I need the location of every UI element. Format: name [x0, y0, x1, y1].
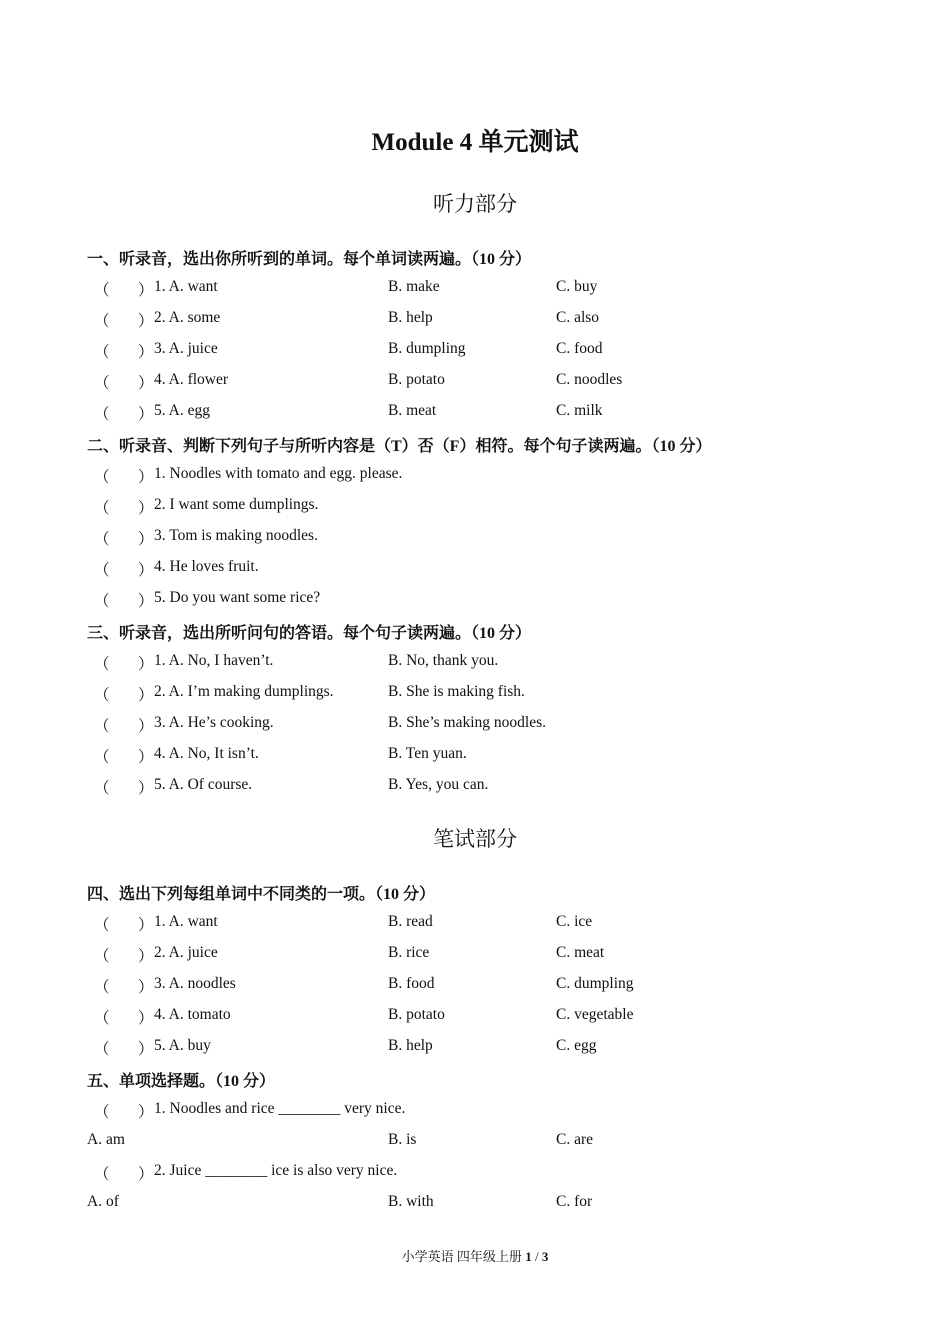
question-row — [0, 1037, 950, 1061]
options-row — [0, 1131, 950, 1155]
question-row — [0, 975, 950, 999]
answer-paren-left: （ — [94, 282, 110, 299]
question-row — [0, 776, 950, 800]
page-number: 1 — [525, 1249, 532, 1264]
question-row — [0, 465, 950, 489]
option-c: C. noodles — [556, 371, 623, 388]
option-b: B. food — [388, 975, 435, 992]
option-b: B. potato — [388, 1006, 445, 1023]
question-text: 2. A. juice — [154, 944, 218, 961]
question-text: 1. A. want — [154, 278, 218, 295]
answer-paren-left: （ — [94, 749, 110, 766]
answer-paren-left: （ — [94, 313, 110, 330]
option-b: B. help — [388, 1037, 433, 1054]
answer-paren-left: （ — [94, 780, 110, 797]
answer-paren-right: ） — [138, 1010, 154, 1027]
option-a: A. of — [87, 1193, 119, 1210]
question-text: 3. Tom is making noodles. — [154, 527, 318, 544]
option-b: B. meat — [388, 402, 437, 419]
option-c: C. also — [556, 309, 600, 326]
question-row — [0, 652, 950, 676]
section-heading: 五、单项选择题。（10 分） — [87, 1073, 276, 1090]
option-b: B. Ten yuan. — [388, 745, 467, 762]
question-text: 5. A. Of course. — [154, 776, 253, 793]
question-text: 5. Do you want some rice? — [154, 589, 321, 606]
question-row — [0, 496, 950, 520]
answer-paren-right: ） — [138, 282, 154, 299]
question-row — [0, 589, 950, 613]
option-b: B. make — [388, 278, 440, 295]
option-b: B. She’s making noodles. — [388, 714, 547, 731]
option-c: C. milk — [556, 402, 603, 419]
option-c: C. meat — [556, 944, 605, 961]
question-row — [0, 1100, 950, 1124]
question-text: 3. A. He’s cooking. — [154, 714, 274, 731]
answer-paren-left: （ — [94, 1104, 110, 1121]
question-text: 2. A. some — [154, 309, 221, 326]
answer-paren-left: （ — [94, 1041, 110, 1058]
answer-paren-left: （ — [94, 917, 110, 934]
answer-paren-right: ） — [138, 718, 154, 735]
answer-paren-left: （ — [94, 656, 110, 673]
answer-paren-right: ） — [138, 687, 154, 704]
answer-paren-right: ） — [138, 1041, 154, 1058]
question-text: 1. Noodles and rice ________ very nice. — [154, 1100, 406, 1117]
option-b: B. Yes, you can. — [388, 776, 489, 793]
question-row — [0, 371, 950, 395]
answer-paren-right: ） — [138, 656, 154, 673]
answer-paren-left: （ — [94, 593, 110, 610]
answer-paren-right: ） — [138, 749, 154, 766]
question-row — [0, 558, 950, 582]
section-heading: 三、听录音，选出所听问句的答语。每个句子读两遍。（10 分） — [87, 625, 532, 642]
answer-paren-left: （ — [94, 531, 110, 548]
question-row — [0, 527, 950, 551]
answer-paren-left: （ — [94, 500, 110, 517]
question-row — [0, 745, 950, 769]
answer-paren-right: ） — [138, 979, 154, 996]
page-total: 3 — [541, 1249, 549, 1264]
writing-part-title: 笔试部分 — [433, 827, 517, 851]
answer-paren-left: （ — [94, 375, 110, 392]
option-c: C. food — [556, 340, 603, 357]
question-text: 1. A. No, I haven’t. — [154, 652, 274, 669]
section-heading: 一、听录音，选出你所听到的单词。每个单词读两遍。（10 分） — [87, 251, 532, 268]
answer-paren-right: ） — [138, 948, 154, 965]
question-row — [0, 402, 950, 426]
page-title: Module 4 单元测试 — [371, 129, 579, 156]
answer-paren-right: ） — [138, 593, 154, 610]
question-text: 5. A. buy — [154, 1037, 211, 1054]
answer-paren-right: ） — [138, 313, 154, 330]
option-c: C. vegetable — [556, 1006, 634, 1023]
question-text: 4. A. tomato — [154, 1006, 231, 1023]
question-row — [0, 944, 950, 968]
option-b: B. No, thank you. — [388, 652, 499, 669]
page-separator: / — [531, 1249, 542, 1264]
answer-paren-left: （ — [94, 687, 110, 704]
question-text: 1. A. want — [154, 913, 218, 930]
question-row — [0, 1162, 950, 1186]
option-a: A. am — [87, 1131, 125, 1148]
option-c: C. buy — [556, 278, 598, 295]
answer-paren-right: ） — [138, 1166, 154, 1183]
option-b: B. dumpling — [388, 340, 466, 357]
option-c: C. egg — [556, 1037, 597, 1054]
option-b: B. rice — [388, 944, 430, 961]
answer-paren-left: （ — [94, 406, 110, 423]
answer-paren-left: （ — [94, 718, 110, 735]
question-row — [0, 340, 950, 364]
question-text: 5. A. egg — [154, 402, 210, 419]
question-text: 2. A. I’m making dumplings. — [154, 683, 334, 700]
question-text: 4. A. flower — [154, 371, 229, 388]
question-row — [0, 714, 950, 738]
option-c: C. dumpling — [556, 975, 634, 992]
question-row — [0, 913, 950, 937]
question-row — [0, 309, 950, 333]
listening-part-title: 听力部分 — [433, 192, 517, 216]
option-c: C. for — [556, 1193, 593, 1210]
option-c: C. are — [556, 1131, 594, 1148]
answer-paren-left: （ — [94, 562, 110, 579]
option-c: C. ice — [556, 913, 593, 930]
answer-paren-right: ） — [138, 531, 154, 548]
section-heading: 四、选出下列每组单词中不同类的一项。（10 分） — [87, 886, 436, 903]
answer-paren-left: （ — [94, 948, 110, 965]
question-text: 2. I want some dumplings. — [154, 496, 319, 513]
question-text: 3. A. juice — [154, 340, 218, 357]
option-b: B. read — [388, 913, 433, 930]
question-text: 2. Juice ________ ice is also very nice. — [154, 1162, 398, 1179]
option-b: B. help — [388, 309, 433, 326]
question-text: 3. A. noodles — [154, 975, 236, 992]
question-text: 4. A. No, It isn’t. — [154, 745, 259, 762]
answer-paren-left: （ — [94, 979, 110, 996]
answer-paren-right: ） — [138, 500, 154, 517]
answer-paren-left: （ — [94, 469, 110, 486]
option-b: B. potato — [388, 371, 445, 388]
answer-paren-right: ） — [138, 780, 154, 797]
question-text: 1. Noodles with tomato and egg. please. — [154, 465, 403, 482]
question-row — [0, 683, 950, 707]
answer-paren-left: （ — [94, 344, 110, 361]
answer-paren-right: ） — [138, 1104, 154, 1121]
footer-text: 小学英语 四年级上册 — [401, 1249, 526, 1264]
option-b: B. She is making fish. — [388, 683, 525, 700]
answer-paren-left: （ — [94, 1166, 110, 1183]
option-b: B. with — [388, 1193, 434, 1210]
question-row — [0, 278, 950, 302]
answer-paren-left: （ — [94, 1010, 110, 1027]
answer-paren-right: ） — [138, 375, 154, 392]
section-heading: 二、听录音、判断下列句子与所听内容是（T）否（F）相符。每个句子读两遍。（10 分） — [87, 438, 712, 455]
option-b: B. is — [388, 1131, 417, 1148]
answer-paren-right: ） — [138, 917, 154, 934]
question-text: 4. He loves fruit. — [154, 558, 259, 575]
answer-paren-right: ） — [138, 469, 154, 486]
options-row — [0, 1193, 950, 1217]
answer-paren-right: ） — [138, 562, 154, 579]
page-footer — [0, 1246, 950, 1265]
answer-paren-right: ） — [138, 344, 154, 361]
question-row — [0, 1006, 950, 1030]
answer-paren-right: ） — [138, 406, 154, 423]
